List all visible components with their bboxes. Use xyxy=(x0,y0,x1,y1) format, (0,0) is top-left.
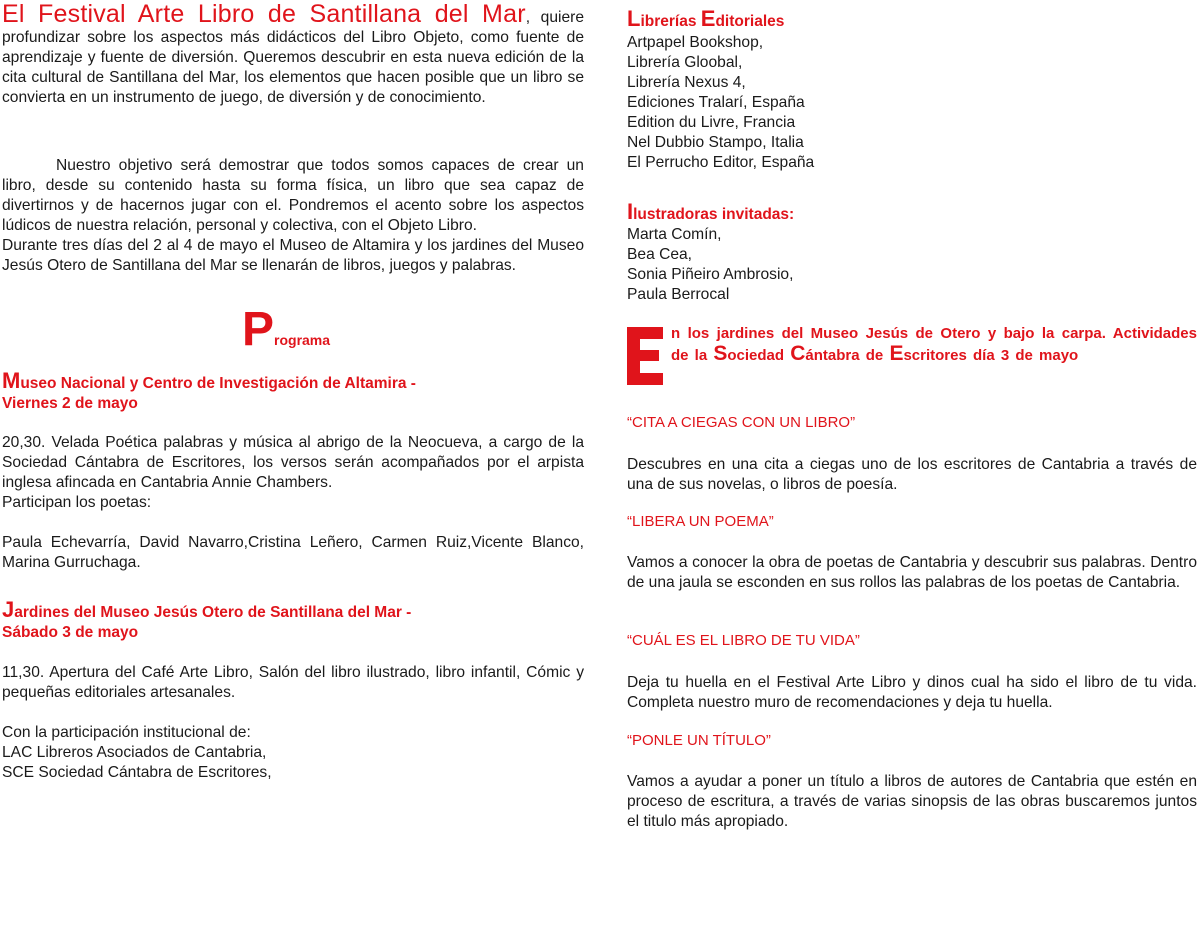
activity-2 xyxy=(627,513,1197,530)
day1-heading xyxy=(2,368,584,414)
ilustradora-item: Paula Berrocal xyxy=(627,286,730,303)
libreria-item: El Perrucho Editor, España xyxy=(627,154,815,171)
programa-heading xyxy=(242,303,331,356)
jardines-heading xyxy=(671,324,1197,366)
ilustradoras-rest: lustradoras invitadas: xyxy=(633,206,795,223)
intro-paragraph xyxy=(2,0,584,108)
institution-item: SCE Sociedad Cántabra de Escritores, xyxy=(2,764,272,781)
activity-text: Descubres en una cita a ciegas uno de los escritores de Cantabria a través de una de sus novelas, o libros de poesía. xyxy=(627,456,1197,493)
libreria-item: Nel Dubbio Stampo, Italia xyxy=(627,134,804,151)
ilustradora-item: Sonia Piñeiro Ambrosio, xyxy=(627,266,794,283)
programa-dropcap: P xyxy=(242,303,275,356)
activity-text: Vamos a ayudar a poner un título a libros de autores de Cantabria que estén en proceso de escritura, a través de varias sinopsis de las obras buscaremos juntos el titulo más apropiado. xyxy=(627,773,1197,830)
jardines-cap-s: S xyxy=(713,342,728,365)
activity-1 xyxy=(627,414,1197,431)
dropcap-e-icon xyxy=(627,327,663,385)
libreria-item: Ediciones Tralarí, España xyxy=(627,94,805,111)
ilustradora-item: Bea Cea, xyxy=(627,246,693,263)
dates-paragraph: Durante tres días del 2 al 4 de mayo el Museo de Altamira y los jardines del Museo Jesús Otero de Santillana del Mar se llenarán de libros, juegos y palabras. xyxy=(2,237,584,274)
day1-heading-cap: M xyxy=(2,368,21,393)
jardines-text-c: ántabra de xyxy=(805,347,890,364)
jardines-text-b: ociedad xyxy=(727,347,791,364)
jardines-block xyxy=(627,324,1197,366)
day2-heading xyxy=(2,597,584,643)
poets-label: Participan los poetas: xyxy=(2,494,152,511)
activity-text: Deja tu huella en el Festival Arte Libro y dinos cual ha sido el libro de tu vida. Completa nuestro muro de recomendaciones y deja tu huella. xyxy=(627,674,1197,711)
poets-list: Paula Echevarría, David Navarro,Cristina Leñero, Carmen Ruiz,Vicente Blanco, Marina Gurruchaga. xyxy=(2,534,584,571)
activity-title: “CUÁL ES EL LIBRO DE TU VIDA” xyxy=(627,632,860,649)
ilustradoras-cap: I xyxy=(627,199,634,224)
librerias-list xyxy=(627,33,814,173)
day2-date: Sábado 3 de mayo xyxy=(2,624,139,641)
activity-3 xyxy=(627,632,1197,649)
activity-title: “CITA A CIEGAS CON UN LIBRO” xyxy=(627,414,856,431)
jardines-cap-c: C xyxy=(790,342,806,365)
librerias-rest-2: ditoriales xyxy=(715,13,785,30)
programa-rest: rograma xyxy=(274,332,331,348)
day1-event: 20,30. Velada Poética palabras y música al abrigo de la Neocueva, a cargo de la Sociedad Cántabra de Escritores, los versos serán acompañados por el arpista inglesa afincada en Cantabria Annie Chambers. xyxy=(2,434,584,491)
activity-4 xyxy=(627,732,1197,749)
day2-heading-rest: ardines del Museo Jesús Otero de Santillana del Mar - xyxy=(14,604,412,621)
libreria-item: Librería Gloobal, xyxy=(627,54,743,71)
day1-date: Viernes 2 de mayo xyxy=(2,395,138,412)
day1-heading-rest: useo Nacional y Centro de Investigación de Altamira - xyxy=(20,375,416,392)
festival-title: El Festival Arte Libro de Santillana del Mar xyxy=(2,0,526,28)
activity-title: “LIBERA UN POEMA” xyxy=(627,513,774,530)
jardines-text-a: n los jardines del Museo Jesús de Otero y bajo la carpa. Actividades de la xyxy=(671,325,1197,364)
librerias-cap-l: L xyxy=(627,6,641,31)
librerias-rest-1: ibrerías xyxy=(640,13,701,30)
librerias-cap-e: E xyxy=(700,6,716,31)
ilustradoras-heading xyxy=(627,199,795,225)
ilustradoras-list xyxy=(627,225,793,305)
institutions-list xyxy=(2,743,272,783)
objective-paragraph: Nuestro objetivo será demostrar que todos somos capaces de crear un libro, desde su contenido hasta su forma física, un libro que sea capaz de divertirnos y de hacernos jugar con el. Pondremos el acento sobre los aspectos lúdicos de nuestra relación, personal y colectiva, con el Objeto Libro. xyxy=(2,157,584,234)
jardines-cap-e: E xyxy=(889,342,904,365)
participation-label: Con la participación institucional de: xyxy=(2,724,251,741)
day2-event: 11,30. Apertura del Café Arte Libro, Salón del libro ilustrado, libro infantil, Cómic y pequeñas editoriales artesanales. xyxy=(2,664,584,701)
librerias-heading xyxy=(627,6,785,32)
libreria-item: Edition du Livre, Francia xyxy=(627,114,796,131)
institution-item: LAC Libreros Asociados de Cantabria, xyxy=(2,744,267,761)
libreria-item: Artpapel Bookshop, xyxy=(627,34,764,51)
jardines-text-d: scritores día 3 de mayo xyxy=(903,347,1079,364)
title-tail: , quiere xyxy=(525,9,584,26)
libreria-item: Librería Nexus 4, xyxy=(627,74,746,91)
activity-title: “PONLE UN TÍTULO” xyxy=(627,732,771,749)
ilustradora-item: Marta Comín, xyxy=(627,226,722,243)
day2-heading-cap: J xyxy=(2,597,15,622)
activity-text: Vamos a conocer la obra de poetas de Cantabria y descubrir sus palabras. Dentro de una jaula se esconden en sus rollos las palabras de los poetas de Cantabria. xyxy=(627,554,1197,591)
intro-text: profundizar sobre los aspectos más didácticos del Libro Objeto, como fuente de aprendizaje y fuente de diversión. Queremos descubrir en esta nueva edición de la cita cultural de Santillana del Mar, los elementos que hacen posible que un libro se convierta en un instrumento de juego, de diversión y de conocimiento. xyxy=(2,29,584,106)
